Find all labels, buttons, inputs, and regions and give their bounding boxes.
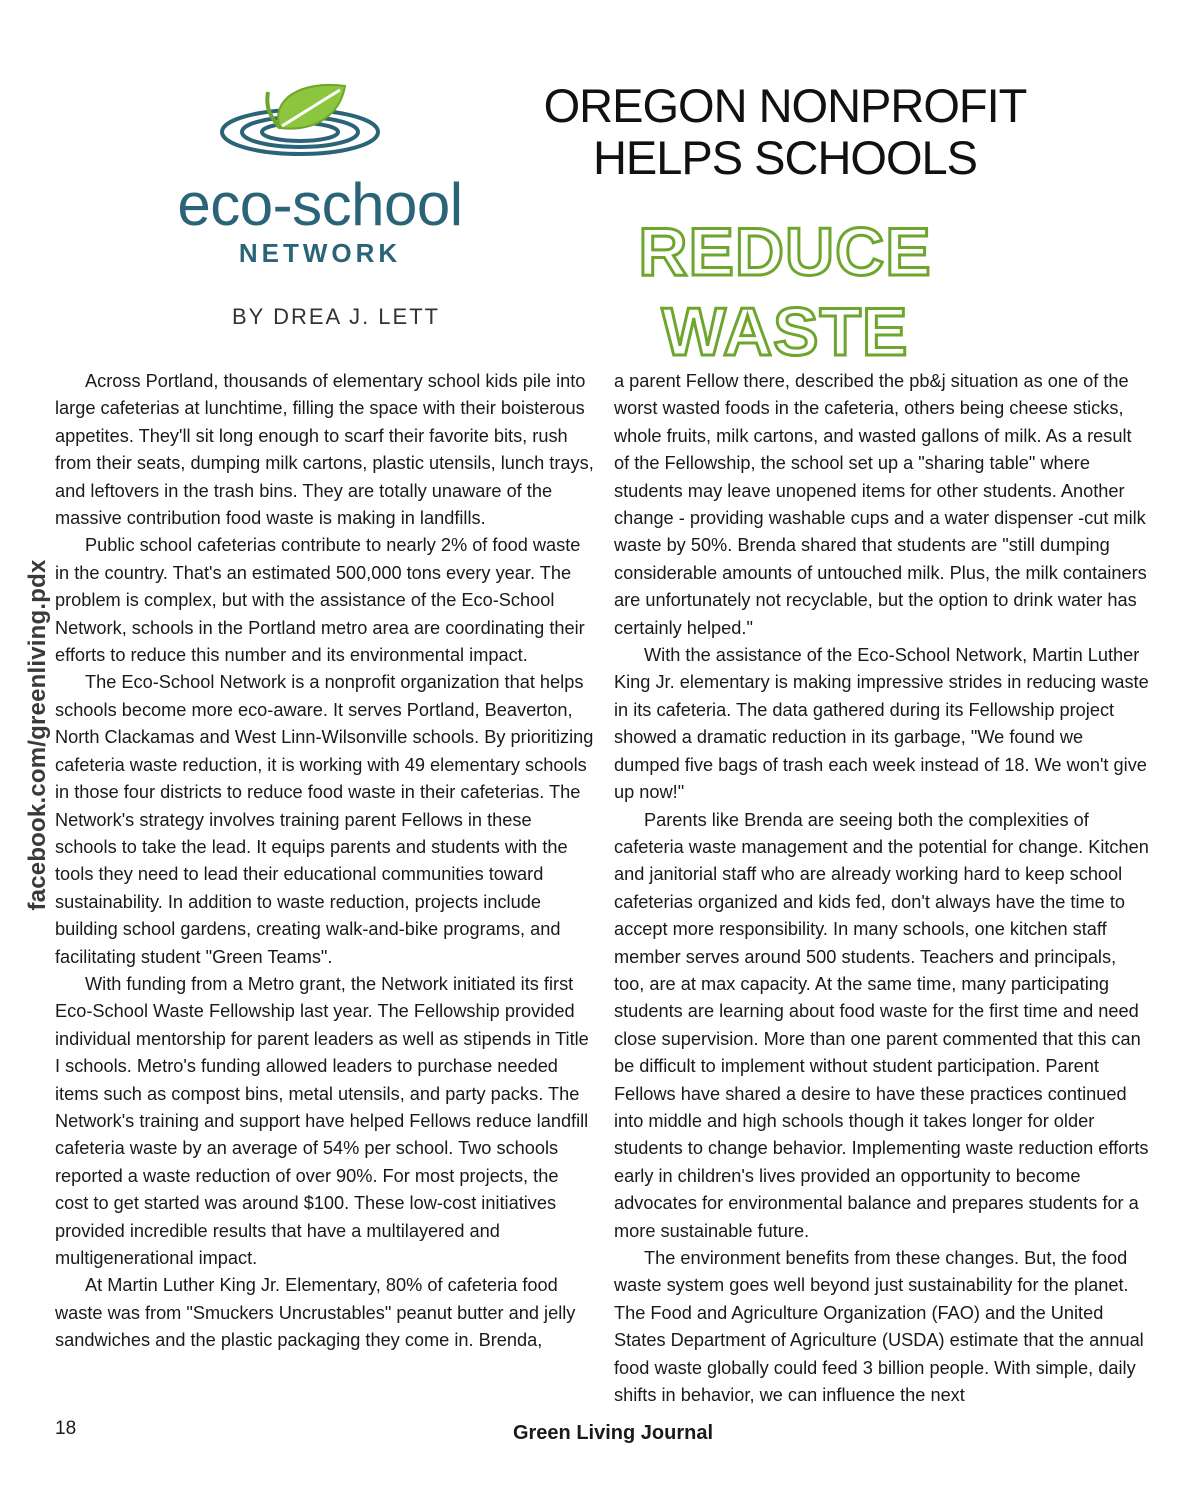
- leaf-ripple-icon: [220, 70, 380, 170]
- headline-line-2: HELPS SCHOOLS: [592, 131, 978, 184]
- logo-name: eco-school: [177, 171, 463, 238]
- paragraph: The Eco-School Network is a nonprofit organization that helps schools become more eco-aware. It serves Portland, Beaverton, North Clackamas and West Linn-Wilsonville schools. By prioritizing cafeteria waste reduction, it is working with 49 elementary schools in those four districts to reduce food waste in their cafeterias. The Network's strategy involves training parent Fellows in these schools to take the lead. It equips parents and students with the tools they need to lead their educational communities toward sustainability. In addition to waste reduction, projects include building school gardens, creating walk-and-bike programs, and facilitating student "Green Teams".: [55, 672, 594, 967]
- logo-sub: NETWORK: [238, 238, 402, 268]
- headline: [520, 80, 1050, 184]
- paragraph: a parent Fellow there, described the pb&j situation as one of the worst wasted foods in the cafeteria, others being cheese sticks, whole fruits, milk cartons, and wasted gallons of milk. As a result of the Fellowship, the school set up a "sharing table" where students may leave unopened items for other students. Another change - providing washable cups and a water dispenser -cut milk waste by 50%. Brenda shared that students are "still dumping considerable amounts of untouched milk. Plus, the milk containers are unfortunately not recyclable, but the option to drink water has certainly helped.": [614, 371, 1147, 638]
- eco-school-logo: [155, 70, 485, 270]
- paragraph: Public school cafeterias contribute to nearly 2% of food waste in the country. That's an estimated 500,000 tons every year. The problem is complex, but with the assistance of the Eco-School Network, schools in the Portland metro area are coordinating their efforts to reduce this number and its environmental impact.: [55, 535, 585, 666]
- paragraph: Across Portland, thousands of elementary school kids pile into large cafeterias at lunchtime, filling the space with their boisterous appetites. They'll sit long enough to scarf their favorite bits, rush from their seats, dumping milk cartons, plastic utensils, lunch trays, and leftovers in the trash bins. They are totally unaware of the massive contribution food waste is making in landfills.: [55, 371, 594, 529]
- side-url: [18, 555, 58, 915]
- paragraph: At Martin Luther King Jr. Elementary, 80% of cafeteria food waste was from "Smuckers Uncrustables" peanut butter and jelly sandwiches and the plastic packaging they come in. Brenda,: [55, 1275, 576, 1351]
- page-number: 18: [55, 1418, 77, 1439]
- paragraph: The environment benefits from these changes. But, the food waste system goes well beyond just sustainability for the planet. The Food and Agriculture Organization (FAO) and the United States Department of Agriculture (USDA) estimate that the annual food waste globally could feed 3 billion people. With simple, daily shifts in behavior, we can influence the next: [614, 1248, 1144, 1406]
- byline: BY DREA J. LETT: [232, 304, 441, 329]
- article-column-left: [55, 368, 595, 1355]
- headline-line-1: OREGON NONPROFIT: [543, 79, 1027, 132]
- side-url-text: facebook.com/greenliving.pdx: [24, 559, 51, 911]
- article-column-right: [614, 368, 1149, 1409]
- headline-highlight: REDUCE WASTE: [638, 214, 932, 370]
- paragraph: With the assistance of the Eco-School Network, Martin Luther King Jr. elementary is making impressive strides in reducing waste in its cafeteria. The data gathered during its Fellowship project showed a dramatic reduction in its garbage, "We found we dumped five bags of trash each week instead of 18. We won't give up now!": [614, 645, 1149, 803]
- publication-title: Green Living Journal: [512, 1422, 714, 1444]
- paragraph: Parents like Brenda are seeing both the complexities of cafeteria waste management and the potential for change. Kitchen and janitorial staff who are already working hard to keep school cafeterias organized and kids fed, don't always have the time to accept more responsibility. In many schools, one kitchen staff member serves around 500 students. Teachers and principals, too, are at max capacity. At the same time, many participating students are learning about food waste for the first time and need close supervision. More than one parent commented that this can be difficult to implement without student participation. Parent Fellows have shared a desire to have these practices continued into middle and high schools though it takes longer for older students to change behavior. Implementing waste reduction efforts early in children's lives provided an opportunity to become advocates for environmental balance and prepares students for a more sustainable future.: [614, 809, 1149, 1241]
- paragraph: With funding from a Metro grant, the Network initiated its first Eco-School Waste Fellowship last year. The Fellowship provided individual mentorship for parent leaders as well as stipends in Title I schools. Metro's funding allowed leaders to purchase needed items such as compost bins, metal utensils, and party packs. The Network's training and support have helped Fellows reduce landfill cafeteria waste by an average of 54% per school. Two schools reported a waste reduction of over 90%. For most projects, the cost to get started was around $100. These low-cost initiatives provided incredible results that have a multilayered and multigenerational impact.: [55, 973, 589, 1268]
